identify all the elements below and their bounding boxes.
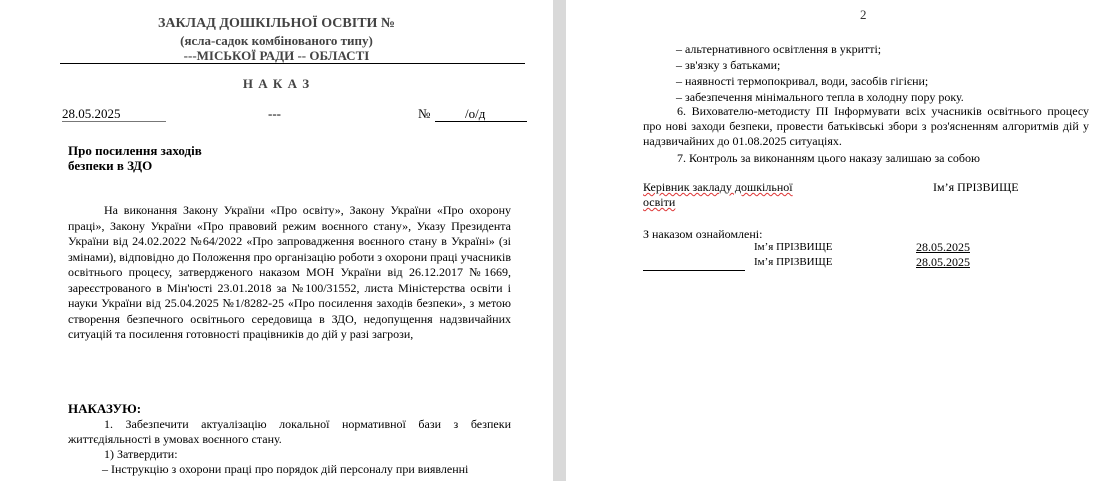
item-6: 6. Вихователю-методисту ПІ Інформувати всіх учасників освітнього процесу про нові заходи безпеки, провести батьківські збори з роз'ясненням алгоритмів дій у надзвичайних до 01.08.2025 ситуаціях. (643, 104, 1089, 148)
page-number: 2 (860, 7, 867, 22)
item-1-1-a: – Інструкцію з охорони праці про порядок дій персоналу при виявленні (102, 462, 469, 476)
item-7: 7. Контроль за виконанням цього наказу залишаю за собою (677, 151, 980, 165)
item-1-1: 1) Затвердити: (104, 447, 178, 461)
head-name: Ім’я ПРІЗВИЩЕ (933, 180, 1019, 194)
order-heading: НАКАЗУЮ: (68, 401, 142, 416)
order-number-value: /о/д (465, 106, 486, 121)
order-number-label: № (418, 106, 431, 121)
signature-1-date: 28.05.2025 (916, 240, 970, 254)
signature-1-name: Ім’я ПРІЗВИЩЕ (754, 241, 833, 253)
bullet-1: – альтернативного освітлення в укритті; (676, 42, 882, 56)
document-page-1 (0, 0, 553, 481)
signature-2-line (643, 270, 745, 271)
bullet-4: – забезпечення мінімального тепла в холодну пору року. (676, 90, 964, 104)
item-1: 1. Забезпечити актуалізацію локальної нормативної бази з безпеки життєдіяльності в умовах воєнного стану. (68, 417, 511, 446)
head-title-line-1: Керівник закладу дошкільної (643, 180, 793, 194)
head-title-line-2: освіти (643, 195, 676, 209)
subject-line-1: Про посилення заходів (68, 143, 202, 158)
order-date (62, 106, 166, 122)
bullet-3: – наявності термопокривал, води, засобів гігієни; (676, 74, 929, 88)
signature-2-name: Ім’я ПРІЗВИЩЕ (754, 256, 833, 268)
subject-line-2: безпеки в ЗДО (68, 158, 153, 173)
document-page-2 (566, 0, 1110, 481)
bullet-2: – зв'язку з батьками; (676, 58, 781, 72)
doc-type-title: Н А К А З (242, 76, 311, 91)
institution-type: (ясла-садок комбінованого типу) (180, 33, 373, 48)
order-number-field (435, 106, 527, 122)
order-date-value: 28.05.2025 (62, 106, 121, 121)
order-place: --- (268, 106, 281, 121)
header-rule (60, 63, 525, 64)
institution-name: ЗАКЛАД ДОШКІЛЬНОЇ ОСВІТИ № (158, 16, 395, 31)
institution-council: ---МІСЬКОЇ РАДИ -- ОБЛАСТІ (183, 48, 370, 63)
signature-2-date: 28.05.2025 (916, 255, 970, 269)
acquainted-label: З наказом ознайомлені: (643, 227, 763, 241)
preamble-paragraph: На виконання Закону України «Про освіту», Закону України «Про охорону праці», Закону України «Про правовий режим воєнного стану», Указу Президента України від 24.02.2022 №64/2022 «Про запровадження воєнного стану в Україні» (зі змінами), відповідно до Положення про організацію роботи з охорони праці учасників освітнього процесу, затвердженого наказом МОН України від 26.12.2017 №1669, зареєстрованого в Мін'юсті 23.01.2018 за №100/31552, листа Міністерства освіти і науки України від 25.04.2025 №1/8282-25 «Про посилення заходів безпеки», з метою створення безпечного освітнього середовища в ЗДО, недопущення надзвичайних ситуацій та посилення готовності працівників до дій у разі загрози, (68, 203, 511, 341)
